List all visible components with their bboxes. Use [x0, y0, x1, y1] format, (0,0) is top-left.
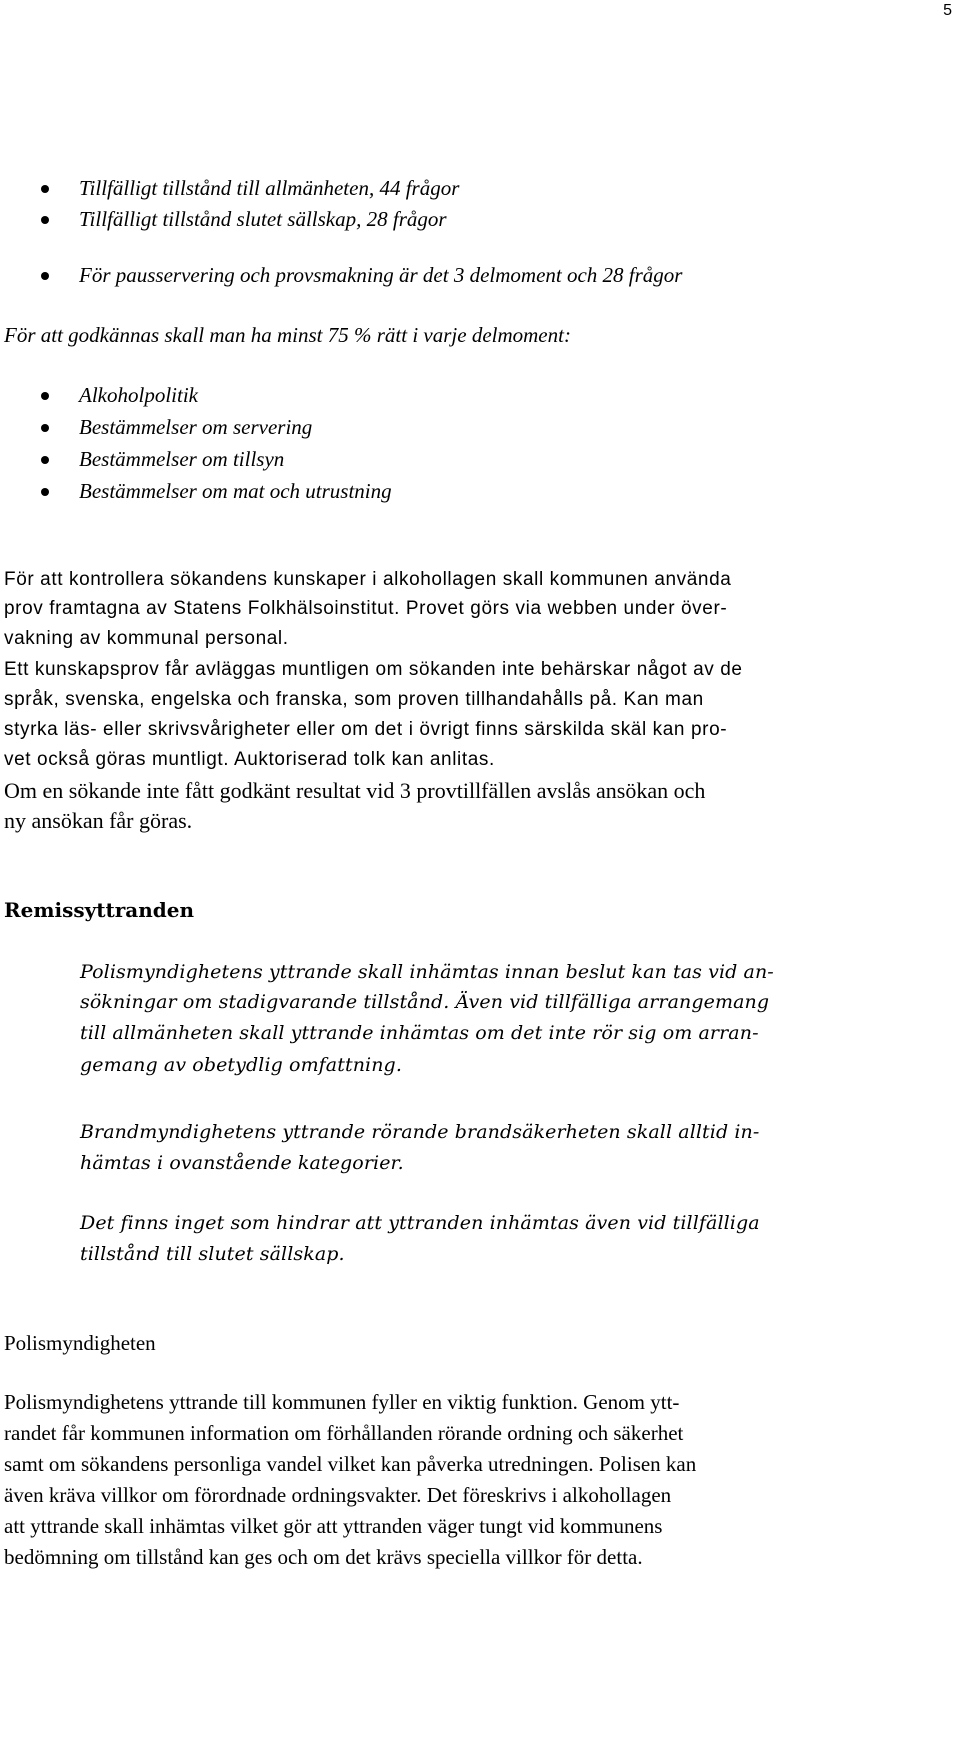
paragraph-line: gemang av obetydlig omfattning.: [80, 1054, 402, 1076]
bullet-icon: [41, 456, 49, 464]
bullet-icon: [41, 424, 49, 432]
approval-intro: För att godkännas skall man ha minst 75 % rätt i varje delmoment:: [4, 323, 571, 347]
paragraph-line: Det finns inget som hindrar att yttranden inhämtas även vid tillfälliga: [80, 1212, 760, 1234]
paragraph-line: samt om sökandens personliga vandel vilket kan påverka utredningen. Polisen kan: [4, 1452, 697, 1476]
paragraph-line: ny ansökan får göras.: [4, 808, 193, 833]
list-item: Bestämmelser om servering: [79, 415, 313, 439]
paragraph-line: prov framtagna av Statens Folkhälsoinstitut. Provet görs via webben under över-: [4, 598, 728, 619]
list-item: Tillfälligt tillstånd slutet sällskap, 28 frågor: [79, 207, 447, 231]
list-item: För pausservering och provsmakning är det 3 delmoment och 28 frågor: [79, 263, 683, 287]
list-item: Tillfälligt tillstånd till allmänheten, 44 frågor: [79, 176, 460, 200]
list-item: Alkoholpolitik: [79, 383, 198, 407]
paragraph-line: hämtas i ovanstående kategorier.: [80, 1152, 404, 1174]
paragraph-line: bedömning om tillstånd kan ges och om det krävs speciella villkor för detta.: [4, 1545, 643, 1569]
paragraph-line: till allmänheten skall yttrande inhämtas om det inte rör sig om arran-: [80, 1022, 759, 1044]
paragraph-line: tillstånd till slutet sällskap.: [80, 1243, 345, 1265]
paragraph-line: randet får kommunen information om förhållanden rörande ordning och säkerhet: [4, 1421, 684, 1445]
bullet-icon: [41, 185, 49, 193]
section-heading-remiss: Remissyttranden: [4, 898, 195, 922]
bullet-icon: [41, 216, 49, 224]
paragraph-line: vet också göras muntligt. Auktoriserad tolk kan anlitas.: [4, 749, 495, 770]
section-heading-police: Polismyndigheten: [4, 1331, 156, 1355]
bullet-icon: [41, 392, 49, 400]
paragraph-line: styrka läs- eller skrivsvårigheter eller om det i övrigt finns särskilda skäl kan pro-: [4, 719, 728, 740]
paragraph-line: sökningar om stadigvarande tillstånd. Även vid tillfälliga arrangemang: [80, 991, 770, 1013]
list-item: Bestämmelser om mat och utrustning: [79, 479, 392, 503]
paragraph-line: Brandmyndighetens yttrande rörande brandsäkerheten skall alltid in-: [80, 1121, 760, 1143]
bullet-icon: [41, 488, 49, 496]
paragraph-line: Ett kunskapsprov får avläggas muntligen om sökanden inte behärskar något av de: [4, 659, 743, 680]
paragraph-line: Polismyndighetens yttrande till kommunen fyller en viktig funktion. Genom ytt-: [4, 1390, 680, 1414]
list-item: Bestämmelser om tillsyn: [79, 447, 285, 471]
paragraph-line: att yttrande skall inhämtas vilket gör att yttranden väger tungt vid kommunens: [4, 1514, 663, 1538]
page-number: 5: [943, 2, 952, 19]
paragraph-line: även kräva villkor om förordnade ordningsvakter. Det föreskrivs i alkohollagen: [4, 1483, 672, 1507]
paragraph-line: Om en sökande inte fått godkänt resultat vid 3 provtillfällen avslås ansökan och: [4, 778, 706, 803]
paragraph-line: språk, svenska, engelska och franska, som proven tillhandahålls på. Kan man: [4, 689, 704, 710]
paragraph-line: Polismyndighetens yttrande skall inhämtas innan beslut kan tas vid an-: [80, 961, 774, 983]
paragraph-line: vakning av kommunal personal.: [4, 628, 289, 649]
bullet-icon: [41, 272, 49, 280]
paragraph-line: För att kontrollera sökandens kunskaper i alkohollagen skall kommunen använda: [4, 569, 732, 590]
